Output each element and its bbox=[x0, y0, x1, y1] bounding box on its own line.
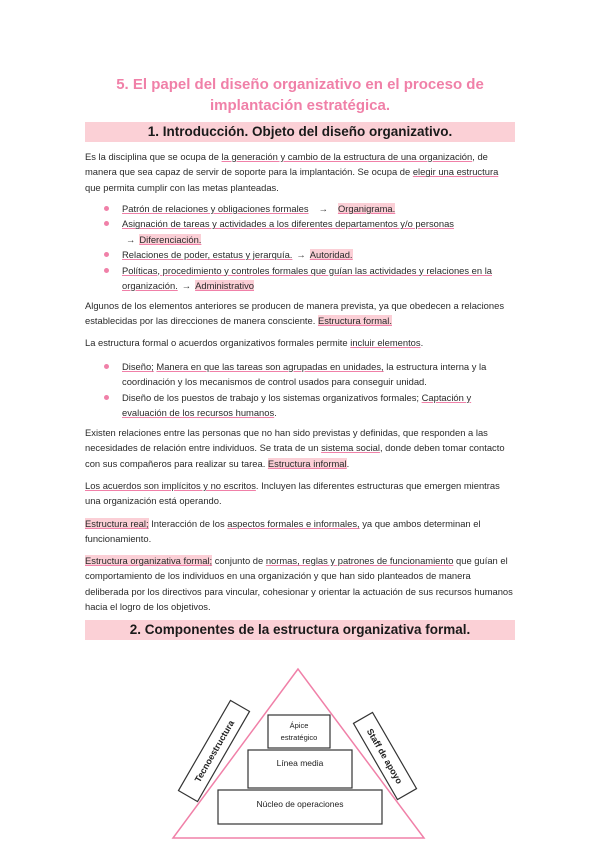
intro-text-1: Es la disciplina que se ocupa de bbox=[85, 151, 222, 162]
section-heading-2: 2. Componentes de la estructura organizativa formal. bbox=[85, 620, 515, 640]
para-highlight: Estructura organizativa formal; bbox=[85, 555, 213, 566]
bullet-tag: Organigrama. bbox=[337, 203, 396, 214]
para-end: . bbox=[420, 337, 424, 348]
bullet-highlight: Diseño; bbox=[122, 361, 154, 372]
apex-label-1: Ápice bbox=[289, 721, 309, 730]
para-underline: incluir elementos bbox=[350, 337, 421, 348]
bullet-text: la estructura interna y la coordinación y los mecanismos de control usados para conseguir unidad. bbox=[122, 361, 487, 388]
arrow-icon: → bbox=[296, 249, 306, 261]
bullet-text: Políticas, procedimiento y controles formales que guían las actividades y relaciones en la organización. bbox=[122, 264, 492, 292]
para-underline: sistema social bbox=[321, 442, 380, 454]
apex-label-2: estratégico bbox=[280, 733, 318, 742]
section-heading-1: 1. Introducción. Objeto del diseño organizativo. bbox=[85, 122, 515, 142]
para-underline: Los acuerdos son implícitos y no escritos bbox=[85, 480, 256, 491]
intro-underline-2: elegir una estructura bbox=[412, 166, 499, 178]
para-text: conjunto de bbox=[212, 555, 266, 566]
arrow-icon: → bbox=[181, 280, 192, 292]
intro-text-2: , de manera que sea capaz de servir de soporte para la implantación. Se ocupa de bbox=[85, 151, 488, 178]
arrow-icon: → bbox=[318, 203, 328, 214]
para-underline: aspectos formales e informales, bbox=[227, 518, 360, 529]
para-text: que guían el comportamiento de los individuos en una organización y que han sido planteados de manera deliberada por los directivos para vincular, cohesionar y orientar la actuación de sus recursos humanos hacia el logro de los objetivos. bbox=[85, 555, 513, 613]
title-line-2: implantación estratégica. bbox=[209, 97, 391, 114]
para-highlight: Estructura real; bbox=[85, 518, 149, 529]
middle-line-label: Línea media bbox=[276, 758, 324, 768]
support-staff-label: Staff de apoyo bbox=[364, 726, 405, 786]
bullet-end: . bbox=[274, 407, 277, 419]
para-end: . bbox=[346, 457, 350, 469]
arrow-icon: → bbox=[126, 233, 136, 245]
apex-box bbox=[268, 715, 330, 748]
para-underline: normas, reglas y patrones de funcionamiento bbox=[265, 555, 454, 566]
operating-core-label: Núcleo de operaciones bbox=[256, 799, 344, 809]
title-line-1: 5. El papel del diseño organizativo en el proceso de bbox=[116, 76, 484, 93]
technostructure-label: Tecnoestructura bbox=[192, 718, 237, 784]
para-text: La estructura formal o acuerdos organizativos formales permite bbox=[85, 337, 351, 348]
bullet-tag: Autoridad. bbox=[309, 249, 353, 261]
bullet-underline: Manera en que las tareas son agrupadas en unidades, bbox=[156, 361, 384, 372]
para-text: . Incluyen las diferentes estructuras que emergen mientras una organización está operando. bbox=[85, 480, 500, 507]
intro-underline-1: la generación y cambio de la estructura de una organización bbox=[221, 151, 473, 162]
bullet-tag: Administrativo bbox=[195, 280, 255, 292]
intro-text-3: que permita cumplir con las metas planteadas. bbox=[85, 181, 279, 193]
bullet-text: Relaciones de poder, estatus y jerarquía. bbox=[122, 249, 293, 261]
bullet-text: Patrón de relaciones y obligaciones formales bbox=[122, 203, 309, 214]
para-text: ya que ambos determinan el funcionamiento. bbox=[85, 518, 481, 545]
para-highlight: Estructura informal bbox=[267, 457, 347, 469]
bullet-text: Diseño de los puestos de trabajo y los sistemas organizativos formales; bbox=[122, 391, 422, 403]
para-text: Algunos de los elementos anteriores se producen de manera prevista, ya que obedecen a relaciones establecidas por las direcciones de manera consciente. bbox=[85, 300, 505, 327]
bullet-tag: Diferenciación. bbox=[139, 233, 202, 245]
middle-line-box bbox=[248, 750, 352, 788]
para-text: Existen relaciones entre las personas que no han sido previstas y definidas, que responden a las necesidades de relación entre individuos. Se trata de un bbox=[85, 427, 488, 454]
para-highlight: Estructura formal. bbox=[317, 315, 392, 327]
para-text: , donde deben tomar contacto con sus compañeros para realizar su tarea. bbox=[85, 442, 505, 469]
bullet-underline: Captación y evaluación de los recursos humanos bbox=[122, 391, 472, 419]
technostructure-group bbox=[178, 700, 249, 801]
para-text: Interacción de los bbox=[148, 518, 228, 529]
bullet-text: Asignación de tareas y actividades a los diferentes departamentos y/o personas bbox=[122, 218, 454, 230]
